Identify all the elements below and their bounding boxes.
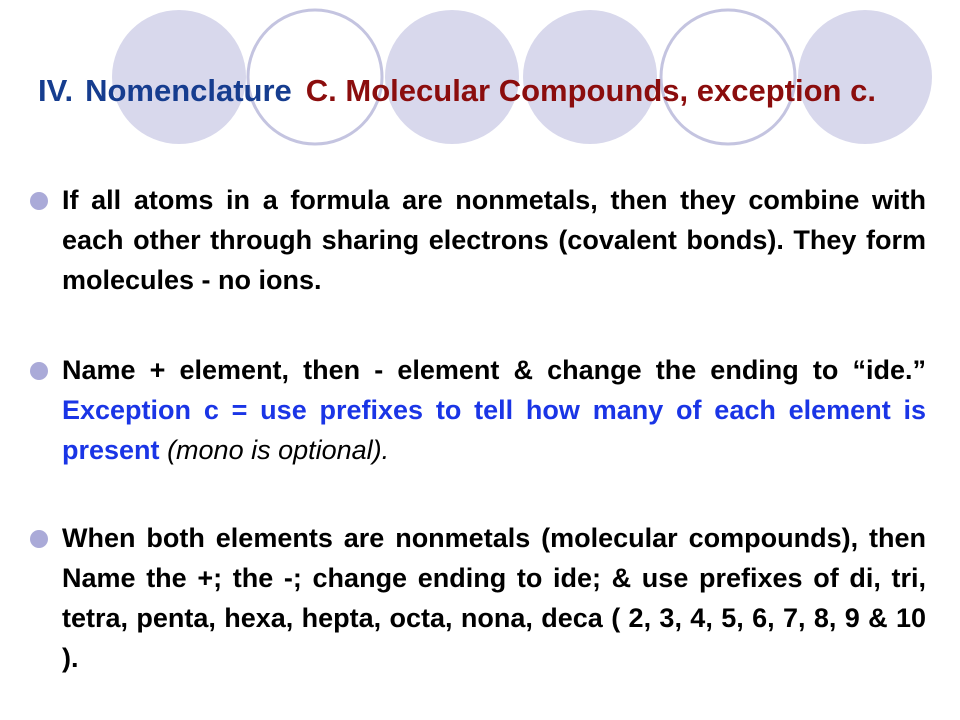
bullet-2-italic: (mono is optional).: [167, 435, 390, 465]
title-roman-numeral: IV.: [38, 73, 74, 108]
bullet-2-exception: Exception c = use prefixes to tell how many of each element is present: [62, 395, 926, 465]
bullet-dot-icon: [30, 530, 48, 548]
bullet-text-2: [62, 350, 926, 470]
title-section: C. Molecular Compounds, exception c.: [305, 73, 876, 108]
bullet-2-plain: Name + element, then - element & change the ending to “ide.”: [62, 355, 926, 385]
bullet-text-1: If all atoms in a formula are nonmetals, then they combine with each other through sharing electrons (covalent bonds). They form molecules - no ions.: [62, 185, 926, 295]
bullet-dot-icon: [30, 362, 48, 380]
bullet-dot-icon: [30, 192, 48, 210]
title-nomenclature: Nomenclature: [85, 73, 292, 108]
slide-title: [38, 72, 876, 109]
bullet-text-3: When both elements are nonmetals (molecular compounds), then Name the +; the -; change ending to ide; & use prefixes of di, tri, tetra, penta, hexa, hepta, octa, nona, deca ( 2, 3, 4, 5, 6, 7, 8, 9 & 10 ).: [62, 523, 926, 673]
